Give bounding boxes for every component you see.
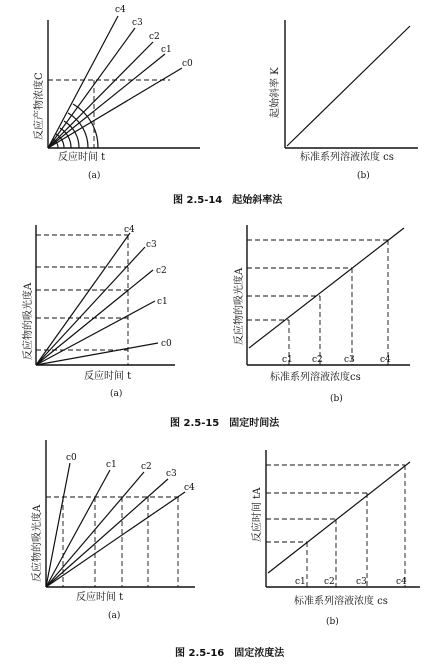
- fig16b-tick-c3: c3: [356, 577, 367, 587]
- fig14a-label-c0: c0: [182, 59, 193, 69]
- fig16a-ylabel: 反应物的吸光度A: [32, 504, 43, 582]
- fig14a-label-c1: c1: [161, 45, 172, 55]
- fig16b-tick-c2: c2: [324, 577, 335, 587]
- fig16a-label-c3: c3: [166, 469, 177, 479]
- fig15b-xlabel: 标准系列溶液浓度cs: [270, 372, 361, 383]
- fig16a-label-c2: c2: [141, 462, 152, 472]
- fig15a-ylabel: 反应物的吸光度A: [23, 282, 34, 360]
- fig16a-curve-c1: [46, 470, 110, 587]
- fig15a-curve-c3: [36, 247, 145, 365]
- fig16a-label-c4: c4: [184, 483, 195, 493]
- fig14-caption: 图 2.5-14 起始斜率法: [173, 195, 283, 206]
- fig15-panel-a: [21, 225, 175, 399]
- fig16-panel-a: [30, 440, 195, 621]
- fig15b-tick-c2: c2: [312, 355, 323, 365]
- fig14a-ylabel: 反应产物浓度C: [34, 72, 45, 140]
- fig15a-label-c0: c0: [161, 339, 172, 349]
- fig15b-ylabel: 反应物的吸光度A: [234, 267, 245, 345]
- fig16b-ylabel: 反应时间 tA: [252, 487, 263, 542]
- fig14b-ylabel: 起始斜率 K: [270, 67, 281, 118]
- fig14a-label-c2: c2: [149, 32, 160, 42]
- fig16a-sublabel: (a): [108, 611, 121, 621]
- fig15a-label-c4: c4: [124, 225, 135, 235]
- fig14b-xlabel: 标准系列溶液浓度 cs: [300, 152, 394, 163]
- fig15a-label-c3: c3: [146, 240, 157, 250]
- fig15a-label-c2: c2: [156, 266, 167, 276]
- fig16b-line: [268, 462, 410, 573]
- fig15b-tick-c1: c1: [282, 355, 293, 365]
- fig15b-tick-c3: c3: [344, 355, 355, 365]
- fig14b-sublabel: (b): [357, 171, 370, 181]
- fig15-caption: 图 2.5-15 固定时间法: [170, 418, 280, 429]
- fig15a-xlabel: 反应时间 t: [84, 371, 132, 382]
- fig16b-xlabel: 标准系列溶液浓度 cs: [294, 596, 388, 607]
- fig16b-tick-c1: c1: [295, 577, 306, 587]
- fig15a-curve-c2: [36, 270, 153, 365]
- fig15a-curve-c0: [36, 343, 158, 365]
- fig16-panel-b: [250, 450, 420, 627]
- fig16a-label-c0: c0: [66, 453, 77, 463]
- fig15a-curve-c1: [36, 301, 155, 365]
- fig16a-label-c1: c1: [106, 460, 117, 470]
- fig14-panel-b: [268, 20, 418, 181]
- fig15-panel-b: [232, 225, 410, 404]
- fig16a-xlabel: 反应时间 t: [76, 592, 124, 603]
- fig15b-line: [249, 228, 404, 348]
- fig14a-sublabel: (a): [88, 171, 101, 181]
- fig14b-line: [287, 26, 410, 146]
- fig14-panel-a: [32, 5, 200, 181]
- fig15a-sublabel: (a): [110, 389, 123, 399]
- fig14a-xlabel: 反应时间 t: [58, 152, 106, 163]
- fig14a-label-c3: c3: [132, 18, 143, 28]
- fig14a-label-c4: c4: [115, 5, 126, 15]
- fig16b-tick-c4: c4: [396, 577, 407, 587]
- fig16b-sublabel: (b): [326, 617, 339, 627]
- fig15b-tick-c4: c4: [380, 355, 391, 365]
- fig16-caption: 图 2.5-16 固定浓度法: [175, 648, 285, 659]
- fig15a-curve-c4: [36, 233, 130, 365]
- fig15a-label-c1: c1: [157, 297, 168, 307]
- fig15b-sublabel: (b): [330, 394, 343, 404]
